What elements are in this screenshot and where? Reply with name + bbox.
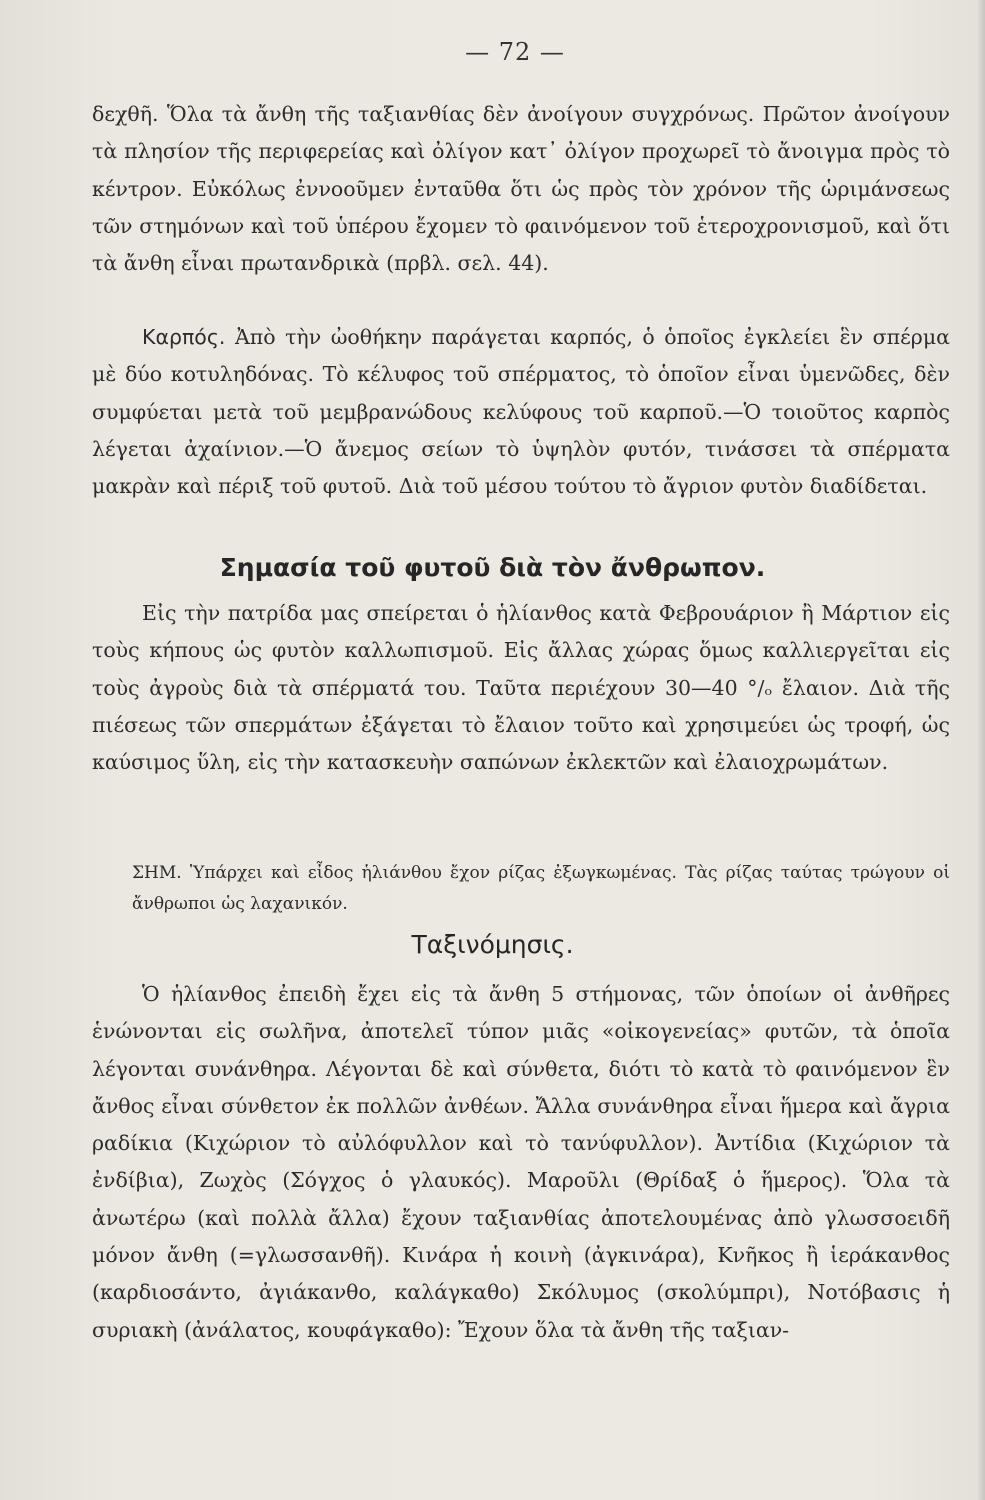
- footnote: [132, 858, 950, 920]
- page-edge-shadow: [977, 0, 985, 1500]
- footnote-label: ΣΗΜ.: [132, 863, 182, 883]
- paragraph-fruit: [92, 319, 950, 505]
- paragraph-importance: Εἰς τὴν πατρίδα μας σπείρεται ὁ ἡλίανθος κατὰ Φεβρουάριον ἢ Μάρτιον εἰς τοὺς κήπους ὡς φυτὸν καλλωπισμοῦ. Εἰς ἄλλας χώρας ὅμως καλλιεργεῖται εἰς τοὺς ἀγροὺς διὰ τὰ σπέρματά του. Ταῦτα περιέχουν 30—40 °/ₒ ἔλαιον. Διὰ τῆς πιέσεως τῶν σπερμάτων ἐξάγεται τὸ ἔλαιον τοῦτο καὶ χρησιμεύει ὡς τροφή, ὡς καύσιμος ὕλη, εἰς τὴν κατασκευὴν σαπώνων ἐκλεκτῶν καὶ ἐλαιοχρωμάτων.: [92, 601, 950, 775]
- footnote-text: Ὑπάρχει καὶ εἶδος ἡλιάνθου ἔχον ρίζας ἐξωγκωμένας. Τὰς ρίζας ταύτας τρώγουν οἱ ἄνθρωποι ὡς λαχανικόν.: [132, 863, 951, 914]
- paragraph-flower-opening: δεχθῆ. Ὅλα τὰ ἄνθη τῆς ταξιανθίας δὲν ἀνοίγουν συγχρόνως. Πρῶτον ἀνοίγουν τὰ πλησίον τῆς περιφερείας καὶ ὀλίγον κατ᾿ ὀλίγον προχωρεῖ τὸ ἄνοιγμα πρὸς τὸ κέντρον. Εὐκόλως ἐννοοῦμεν ἐνταῦθα ὅτι ὡς πρὸς τὸν χρόνον τῆς ὡριμάνσεως τῶν στημόνων καὶ τοῦ ὑπέρου ἔχομεν τὸ φαινόμενον τοῦ ἑτεροχρονισμοῦ, καὶ ὅτι τὰ ἄνθη εἶναι πρωτανδρικὰ (πρβλ. σελ. 44).: [92, 102, 950, 276]
- paragraph-classification: Ὁ ἡλίανθος ἐπειδὴ ἔχει εἰς τὰ ἄνθη 5 στήμονας, τῶν ὁποίων οἱ ἀνθῆρες ἑνώνονται εἰς σωλῆνα, ἀποτελεῖ τύπον μιᾶς «οἰκογενείας» φυτῶν, τὰ ὁποῖα λέγονται συνάνθηρα. Λέγονται δὲ καὶ σύνθετα, διότι τὸ κατὰ τὸ φαινόμενον ἓν ἄνθος εἶναι σύνθετον ἐκ πολλῶν ἀνθέων. Ἄλλα συνάνθηρα εἶναι ἥμερα καὶ ἄγρια ραδίκια (Κιχώριον τὸ αὐλόφυλλον καὶ τὸ τανύφυλλον). Ἀντίδια (Κιχώριον τὰ ἐνδίβια), Ζωχὸς (Σόγχος ὁ γλαυκός). Μαροῦλι (Θρίδαξ ὁ ἥμερος). Ὅλα τὰ ἀνωτέρω (καὶ πολλὰ ἄλλα) ἔχουν ταξιανθίας ἀποτελουμένας ἀπὸ γλωσσοειδῆ μόνον ἄνθη (=γλωσσανθῆ). Κινάρα ἡ κοινὴ (ἀγκινάρα), Κνῆκος ἢ ἱεράκανθος (καρδιοσάντο, ἀγιάκανθο, καλάγκαθο) Σκόλυμος (σκολύμπρι), Νοτόβασις ἡ συριακὴ (ἀνάλατος, κουφάγκαθο): Ἔχουν ὅλα τὰ ἄνθη τῆς ταξιαν-: [92, 982, 950, 1342]
- page-number: — 72 —: [465, 38, 565, 66]
- heading-classification: Ταξινόμησις.: [411, 930, 574, 959]
- heading-importance: Σημασία τοῦ φυτοῦ διὰ τὸν ἄνθρωπον.: [219, 553, 766, 582]
- fruit-lead-term: Καρπός.: [142, 325, 226, 349]
- fruit-text: Ἀπὸ τὴν ὠοθήκην παράγεται καρπός, ὁ ὁποῖος ἐγκλείει ἓν σπέρμα μὲ δύο κοτυληδόνας. Τὸ κέλυφος τοῦ σπέρματος, τὸ ὁποῖον εἶναι ὑμενῶδες, δὲν συμφύεται μετὰ τοῦ μεμβρανώδους κελύφους τοῦ καρποῦ.—Ὁ τοιοῦτος καρπὸς λέγεται ἀχαίνιον.—Ὁ ἄνεμος σείων τὸ ὑψηλὸν φυτόν, τινάσσει τὰ σπέρματα μακρὰν καὶ πέριξ τοῦ φυτοῦ. Διὰ τοῦ μέσου τούτου τὸ ἄγριον φυτὸν διαδίδεται.: [92, 325, 950, 499]
